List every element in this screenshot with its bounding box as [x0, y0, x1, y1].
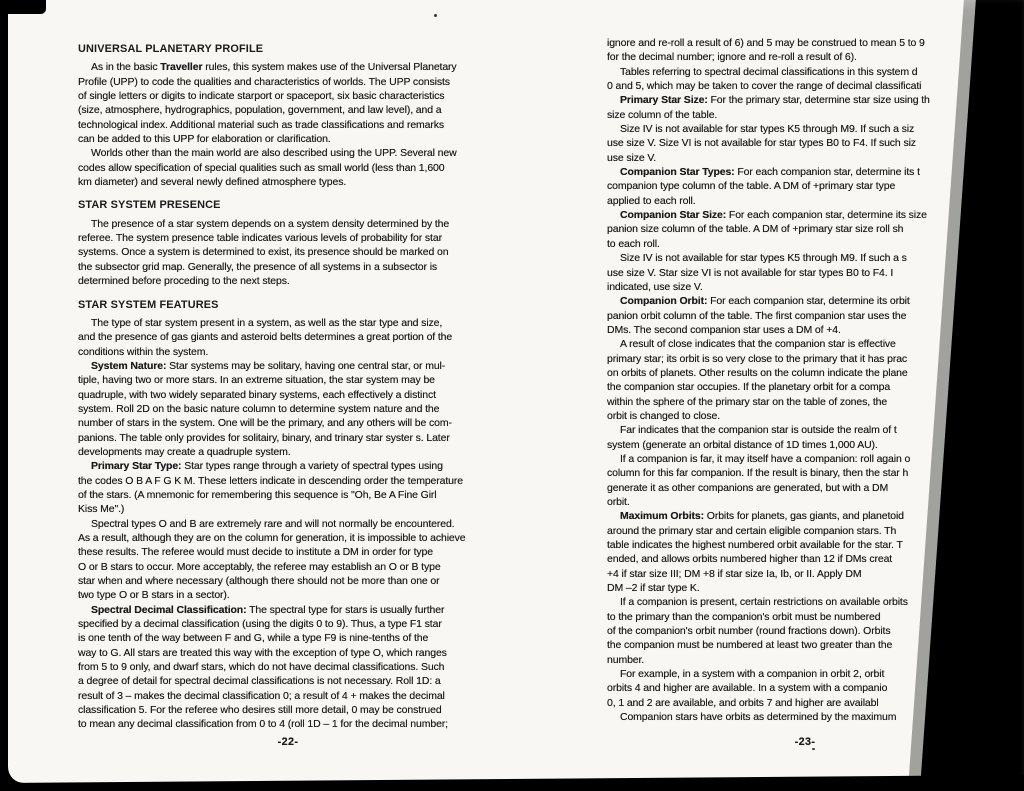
text-line: of single letters or digits to indicate starport or spaceport, six basic characteristics [78, 90, 445, 103]
text-line: specified by a decimal classification (using the digits 0 to 9). Thus, a type F1 star [78, 618, 442, 631]
text-line: and the presence of gas giants and asteroid belts determines a great portion of the [78, 331, 453, 344]
paragraph-spectral-decimal-classification [78, 603, 498, 732]
text-line: applied to each roll. [607, 194, 696, 207]
text-line: to the primary than the companion's orbit must be numbered [607, 610, 881, 623]
text-line: the codes O B A F G K M. These letters indicate in descending order the temperature [78, 474, 463, 487]
text-line: number of stars in the system. One will be the primary, and any others will be com- [78, 417, 452, 430]
text-line: of the companion's orbit number (round fractions down). Orbits [607, 625, 891, 638]
text-line: Tables referring to spectral decimal classifications in this system d [620, 65, 918, 78]
text-line: If a companion is far, it may itself have a companion: roll again o [620, 452, 911, 465]
paragraph [78, 517, 498, 603]
text-line: Spectral Decimal Classification: The spectral type for stars is usually further [91, 603, 445, 616]
text-line: Spectral types O and B are extremely rare and will not normally be encountered. [91, 517, 455, 530]
text-line: panion orbit column of the table. The first companion star uses the [607, 309, 907, 322]
text-line: quadruple, with two widely separated binary systems, each effectively a distinct [78, 388, 436, 401]
text-line: Primary Star Size: For the primary star, determine star size using th [620, 94, 930, 107]
section-heading-star-system-presence: STAR SYSTEM PRESENCE [78, 199, 221, 212]
paragraph-primary-star-type [78, 459, 498, 516]
text-line: is one tenth of the way between F and G, while a type F9 is nine-tenths of the [78, 632, 429, 645]
text-line: Size IV is not available for star types K5 through M9. If such a s [620, 252, 907, 265]
text-line: orbits 4 and higher are available. In a system with a companio [607, 682, 888, 695]
text-line: classification 5. For the referee who desires still more detail, 0 may be construed [78, 704, 442, 717]
text-line: two type O or B stars in a sector). [78, 589, 230, 602]
text-line: 0 and 5, which may be taken to cover the range of decimal classificati [607, 80, 922, 93]
paragraph [78, 316, 498, 359]
text-line: ended, and allows orbits numbered higher than 12 if DMs creat [607, 553, 893, 566]
text-line: column for this far companion. If the result is binary, then the star h [607, 467, 909, 480]
paragraph [78, 217, 498, 289]
text-line: Far indicates that the companion star is outside the realm of t [620, 424, 897, 437]
text-line: the subsector grid map. Generally, the presence of all systems in a subsector is [78, 260, 438, 273]
scan-speck [434, 14, 437, 17]
text-line: Profile (UPP) to code the qualities and characteristics of worlds. The UPP consists [78, 75, 450, 88]
text-line: DMs. The second companion star uses a DM of +4. [607, 323, 841, 336]
text-line: result of 3 – makes the decimal classification 0; a result of 4 + makes the decimal [78, 689, 445, 702]
text-line: use size V. Star size VI is not available for star types B0 to F4. I [607, 266, 894, 279]
text-line: can be added to this UPP for elaboration or clarification. [78, 133, 331, 146]
text-line: Worlds other than the main world are also described using the UPP. Several new [91, 147, 457, 160]
text-line: determined before proceding to the next steps. [78, 275, 290, 288]
text-line: codes allow specification of special qualities such as small world (less than 1,600 [78, 161, 445, 174]
paragraph [78, 60, 498, 146]
scan-corner-shadow-top-left [0, 0, 46, 14]
text-line: For example, in a system with a companion in orbit 2, orbit [620, 668, 885, 681]
text-line: to each roll. [607, 237, 660, 250]
text-line: Maximum Orbits: Orbits for planets, gas giants, and planetoid [620, 510, 904, 523]
text-line: of the stars. (A mnemonic for remembering this sequence is "Oh, Be A Fine Girl [78, 488, 437, 501]
text-line: ignore and re-roll a result of 6) and 5 may be construed to mean 5 to 9 [607, 37, 925, 49]
text-line: Kiss Me".) [78, 503, 125, 516]
text-line: The presence of a star system depends on a system density determined by the [91, 217, 450, 230]
text-line: system (generate an orbital distance of 1D times 1,000 AU). [607, 438, 878, 451]
text-line: these results. The referee would must decide to institute a DM in order for type [78, 546, 433, 559]
text-line: +4 if star size III; DM +8 if star size Ia, Ib, or II. Apply DM [607, 567, 862, 580]
text-line: (size, atmosphere, hydrographics, population, government, and law level), and a [78, 104, 442, 117]
paragraph [78, 146, 498, 189]
text-line: generate it as other companions are generated, but with a DM [607, 481, 889, 494]
left-page-column [78, 0, 498, 732]
text-line: table indicates the highest numbered orbit available for the star. T [607, 539, 903, 552]
text-line: km diameter) and several newly defined atmosphere types. [78, 176, 347, 189]
text-line: system. Roll 2D on the basic nature column to determine system nature and the [78, 402, 440, 415]
text-line: As in the basic Traveller rules, this system makes use of the Universal Planetary [91, 61, 457, 74]
text-line: companion type column of the table. A DM of +primary star type [607, 180, 896, 193]
text-line: As a result, although they are on the column for generation, it is impossible to achieve [78, 532, 466, 544]
text-line: Companion Star Size: For each companion star, determine its size [620, 209, 927, 222]
paragraph-system-nature [78, 359, 498, 459]
text-line: Size IV is not available for star types K5 through M9. If such a siz [620, 123, 915, 136]
text-line: indicated, use size V. [607, 280, 703, 293]
text-line: Primary Star Type: Star types range through a variety of spectral types using [91, 460, 443, 473]
text-line: panions. The table only provides for solitairy, binary, and trinary star syster s. Later [78, 431, 450, 444]
text-line: Companion Orbit: For each companion star, determine its orbit [620, 295, 910, 308]
text-line: from 5 to 9 only, and dwarf stars, which do not have decimal classifications. Such [78, 661, 445, 674]
text-line: on orbits of planets. Other results on the column indicate the plane [607, 366, 908, 379]
text-line: the companion star occupies. If the planetary orbit for a compa [607, 381, 891, 394]
text-line: orbit is changed to close. [607, 409, 721, 422]
text-line: 0, 1 and 2 are available, and orbits 7 and higher are availabl [607, 696, 879, 709]
section-heading-star-system-features: STAR SYSTEM FEATURES [78, 298, 219, 311]
text-line: for the decimal number; ignore and re-roll a result of 6). [607, 51, 857, 64]
text-line: within the sphere of the primary star on the table of zones, the [607, 395, 888, 408]
text-line: systems. Once a system is determined to exist, its presence should be marked on [78, 246, 449, 259]
text-line: use size V. [607, 151, 657, 164]
text-line: The type of star system present in a system, as well as the star type and size, [91, 316, 443, 329]
text-line: System Nature: Star systems may be solitary, having one central star, or mul- [91, 359, 446, 372]
text-line: number. [607, 653, 645, 666]
page-number-right: -23- [794, 736, 816, 748]
text-line: referee. The system presence table indicates various levels of probability for star [78, 232, 442, 245]
text-line: panion size column of the table. A DM of +primary star size roll sh [607, 223, 904, 236]
text-line: star when and where necessary (although there should not be more than one or [78, 575, 440, 588]
text-line: A result of close indicates that the companion star is effective [620, 338, 896, 351]
text-line: a degree of detail for spectral decimal classifications is not necessary. Roll 1D: a [78, 675, 441, 688]
text-line: conditions within the system. [78, 345, 209, 358]
text-line: DM –2 if star type K. [607, 582, 700, 595]
text-line: O or B stars to occur. More acceptably, the referee may establish an O or B type [78, 560, 441, 573]
text-line: tiple, having two or more stars. In an extreme situation, the star system may be [78, 374, 435, 387]
text-line: the companion must be numbered at least two greater than the [607, 639, 893, 652]
scan-speck [812, 748, 815, 750]
text-line: around the primary star and certain eligible companion stars. Th [607, 524, 897, 537]
text-line: developments may create a quadruple system. [78, 445, 291, 458]
text-line: primary star; its orbit is so very close to the primary that it has prac [607, 352, 908, 365]
section-heading-universal-planetary-profile: UNIVERSAL PLANETARY PROFILE [78, 43, 264, 55]
text-line: size column of the table. [607, 108, 718, 121]
text-line: Companion Star Types: For each companion star, determine its t [620, 166, 920, 179]
text-line: technological index. Additional material such as trade classifications and remarks [78, 118, 445, 131]
page-number-left: -22- [277, 736, 299, 748]
text-line: use size V. Size VI is not available for star types B0 to F4. If such siz [607, 137, 916, 150]
text-line: orbit. [607, 496, 630, 508]
text-line: If a companion is present, certain restrictions on available orbits [620, 596, 908, 609]
text-line: way to G. All stars are treated this way with the exception of type O, which ranges [78, 646, 447, 659]
text-line: to mean any decimal classification from 0 to 4 (roll 1D – 1 for the decimal number; [78, 718, 448, 731]
text-line: Companion stars have orbits as determined by the maximum [620, 711, 897, 724]
